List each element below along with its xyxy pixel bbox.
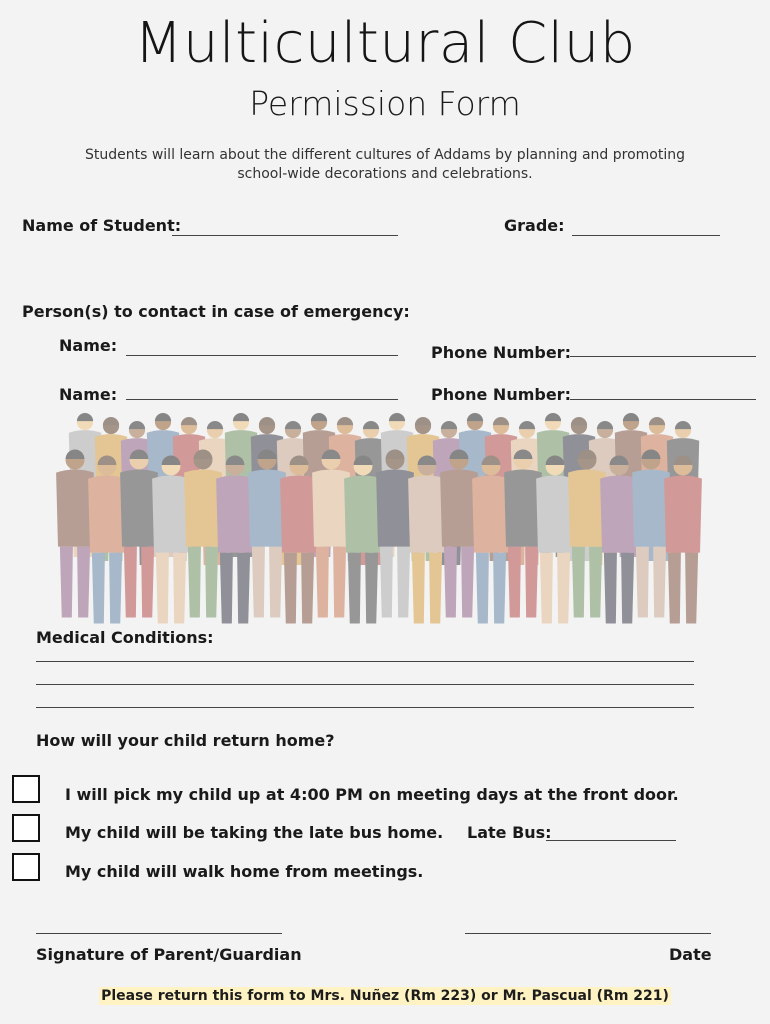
medical-conditions-line[interactable] <box>36 661 694 662</box>
late-bus-checkbox[interactable] <box>12 814 40 842</box>
return-instructions <box>0 985 770 1004</box>
return-instructions-text: Please return this form to Mrs. Nuñez (Rm 223) or Mr. Pascual (Rm 221) <box>101 988 669 1004</box>
crowd-person <box>632 450 670 618</box>
form-subtitle: Permission Form <box>249 84 521 123</box>
late-bus-option-label: My child will be taking the late bus home. <box>65 823 444 842</box>
crowd-illustration <box>45 400 725 630</box>
walk-home-option-label: My child will walk home from meetings. <box>65 862 424 881</box>
student-name-label: Name of Student: <box>22 216 182 235</box>
date-field[interactable] <box>465 933 711 934</box>
crowd-person <box>536 456 574 624</box>
crowd-person <box>472 456 510 624</box>
date-label: Date <box>669 945 712 964</box>
form-description: Students will learn about the different cultures of Addams by planning and promoting school-wide decorations and celebrations. <box>84 147 685 182</box>
contact-phone-label: Phone Number: <box>431 343 571 362</box>
contact-name-field[interactable] <box>126 355 398 356</box>
crowd-person <box>376 450 414 618</box>
contact-name-label: Name: <box>59 385 118 404</box>
grade-label: Grade: <box>504 216 565 235</box>
parent-signature-field[interactable] <box>36 933 282 934</box>
crowd-person <box>184 450 222 618</box>
crowd-person <box>248 450 286 618</box>
crowd-person <box>216 456 254 624</box>
crowd-person <box>664 456 702 624</box>
crowd-person <box>600 456 638 624</box>
contact-phone-field[interactable] <box>570 356 756 357</box>
crowd-person <box>440 450 478 618</box>
medical-conditions-label: Medical Conditions: <box>36 628 214 647</box>
crowd-person <box>312 450 350 618</box>
crowd-person <box>504 450 542 618</box>
crowd-person <box>120 450 158 618</box>
crowd-person <box>152 456 190 624</box>
crowd-person <box>568 450 606 618</box>
grade-field[interactable] <box>572 235 720 236</box>
contact-phone-label: Phone Number: <box>431 385 571 404</box>
late-bus-label: Late Bus: <box>467 823 552 842</box>
return-home-question: How will your child return home? <box>36 731 335 750</box>
medical-conditions-line[interactable] <box>36 707 694 708</box>
medical-conditions-line[interactable] <box>36 684 694 685</box>
late-bus-field[interactable] <box>546 840 676 841</box>
crowd-person <box>56 450 94 618</box>
form-title: Multicultural Club <box>134 11 636 76</box>
parent-signature-label: Signature of Parent/Guardian <box>36 945 302 964</box>
pickup-option-label: I will pick my child up at 4:00 PM on meeting days at the front door. <box>65 785 679 804</box>
crowd-person <box>88 456 126 624</box>
crowd-person <box>280 456 318 624</box>
crowd-person <box>408 456 446 624</box>
emergency-heading: Person(s) to contact in case of emergency: <box>22 302 410 321</box>
student-name-field[interactable] <box>172 235 398 236</box>
contact-name-label: Name: <box>59 336 118 355</box>
crowd-person <box>344 456 382 624</box>
pickup-checkbox[interactable] <box>12 775 40 803</box>
walk-home-checkbox[interactable] <box>12 853 40 881</box>
